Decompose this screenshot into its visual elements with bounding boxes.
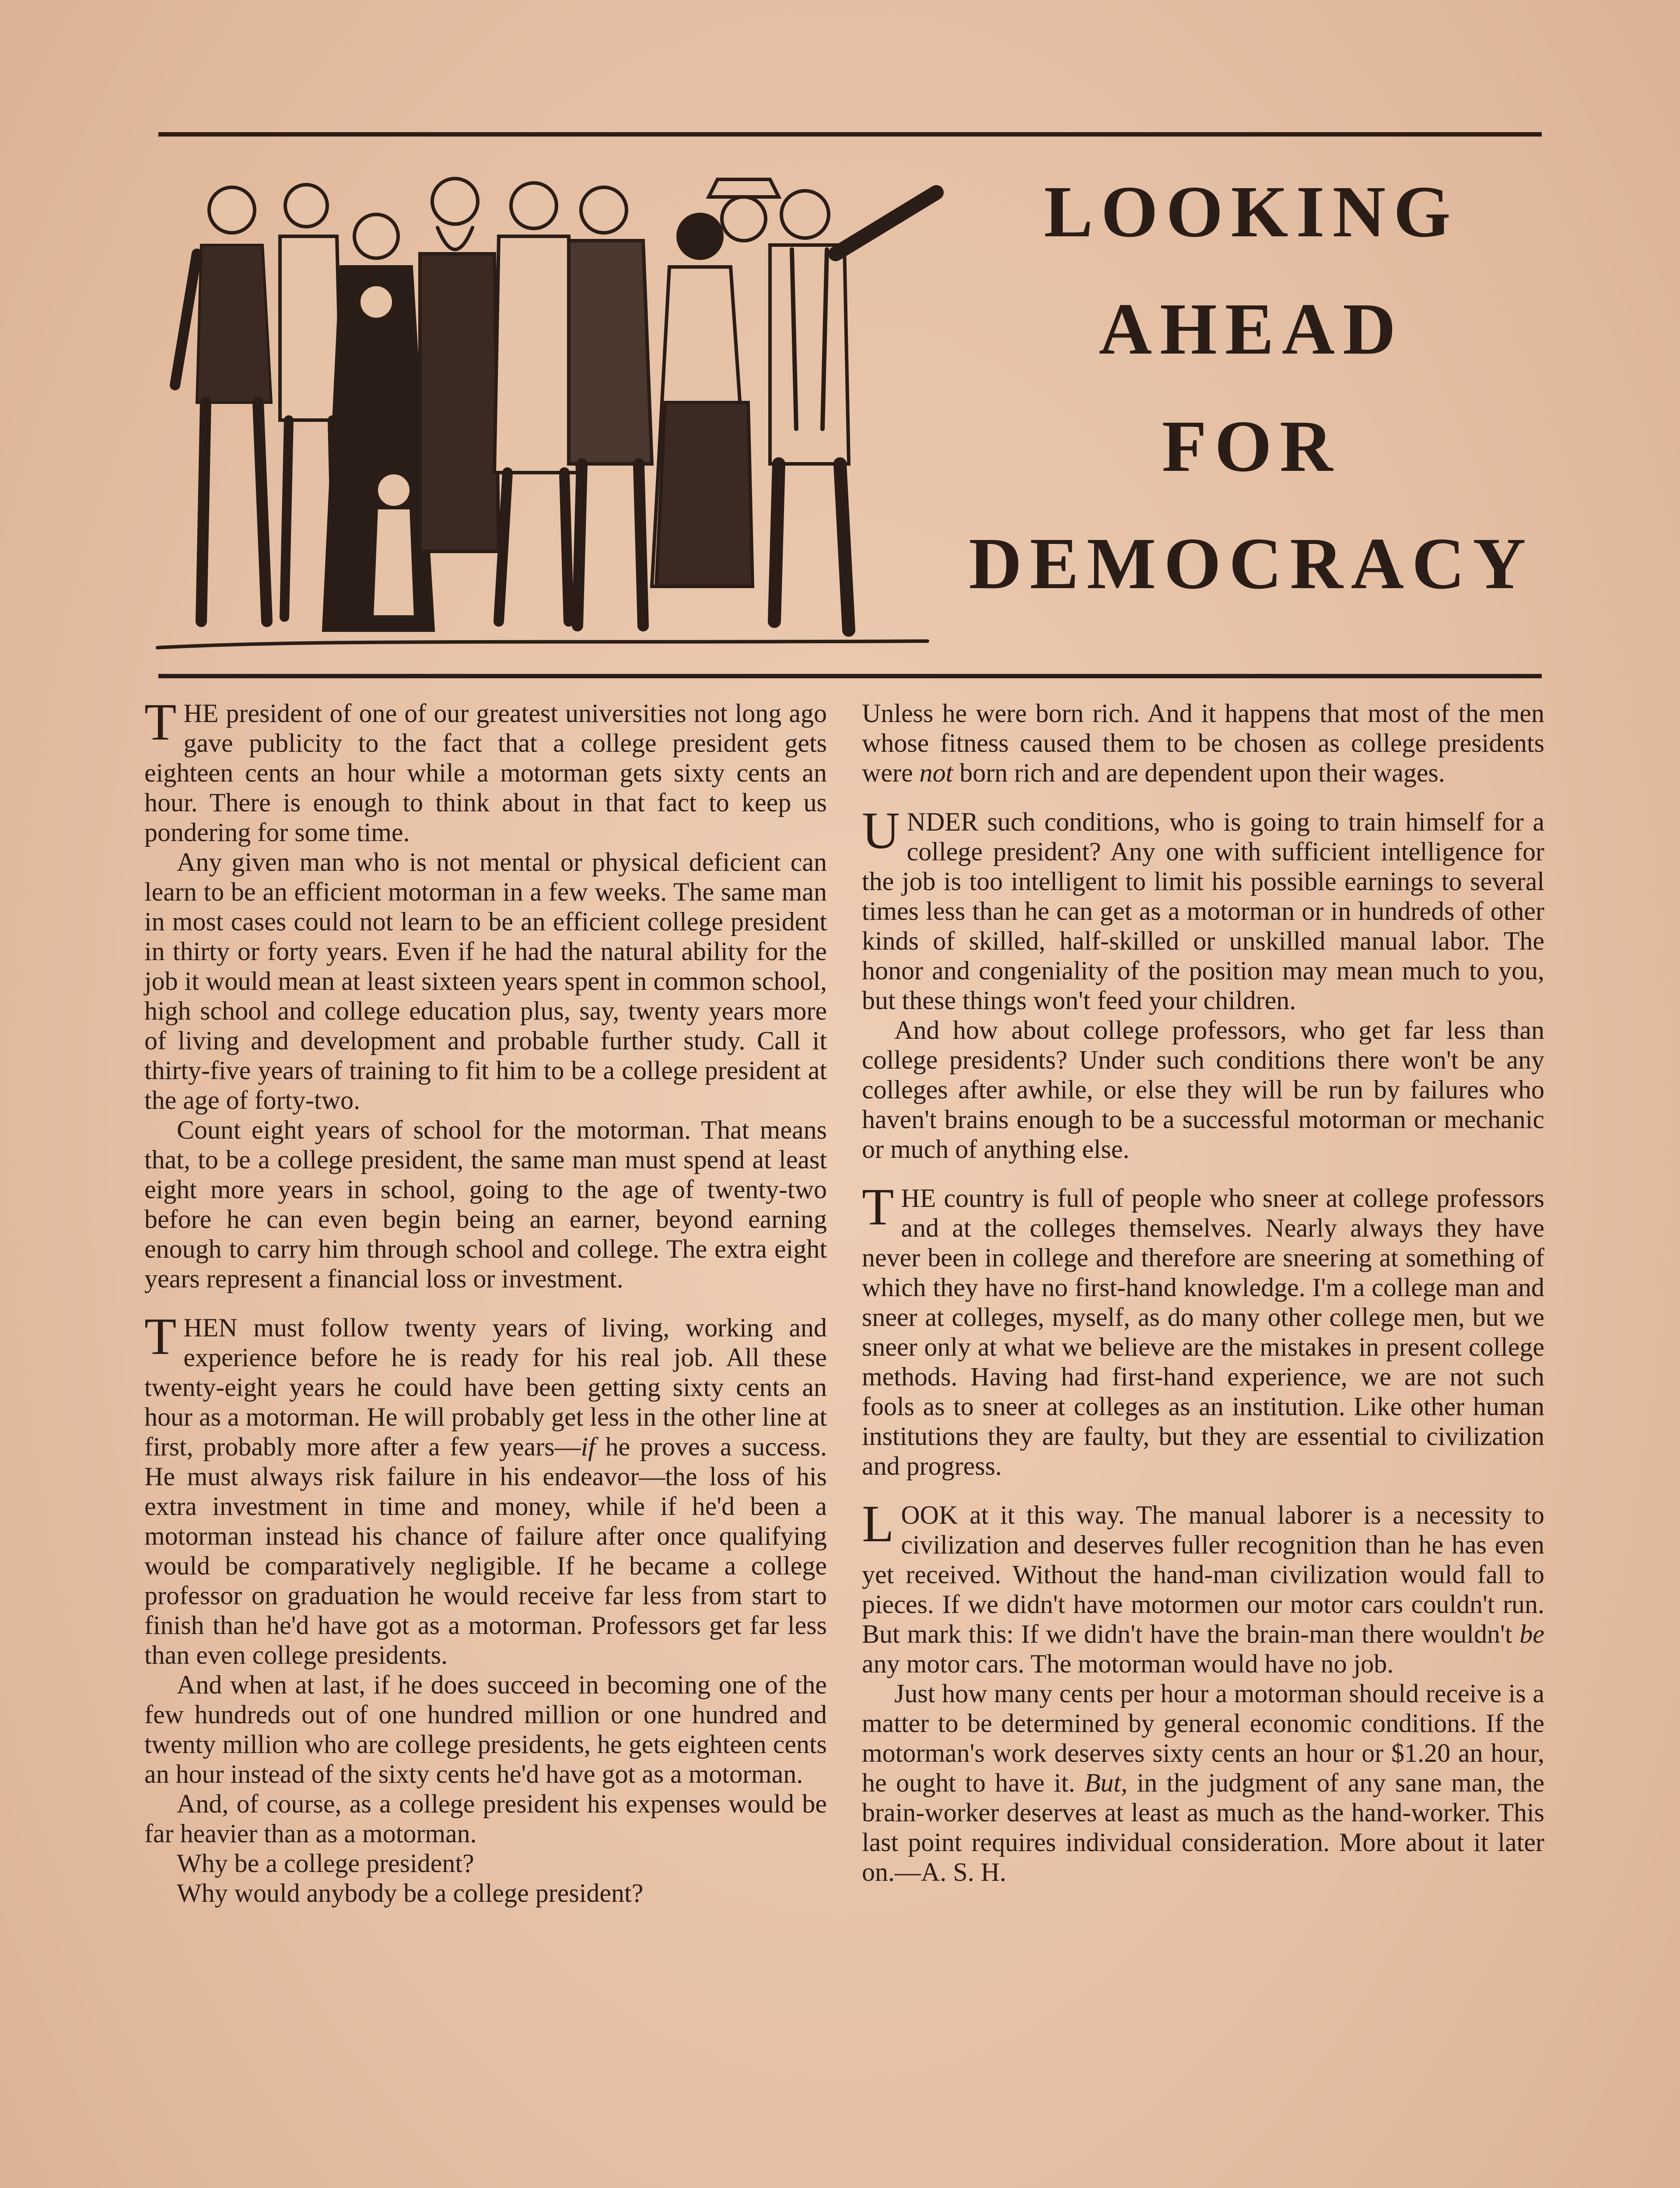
drop-cap: T [144, 693, 177, 751]
title-line-3: FOR [1162, 406, 1341, 487]
figure-man-vest [175, 187, 271, 621]
paragraph: Unless he were born rich. And it happens that most of the men whose fitness caused them to be chosen as college presidents were not born rich and are dependent upon their wages. [862, 699, 1544, 787]
paragraph: UNDER such conditions, who is going to train himself for a college president? Any one with sufficient intelligence for the job is too intelligent to limit his possible earnings to several times less than he can get as a motorman or in hundreds of other kinds of skilled, half-skilled or unskilled manual labor. The honor and congeniality of the position may mean much to you, but these things won't feed your children. [862, 801, 1544, 1015]
drop-cap: T [144, 1307, 177, 1365]
paragraph: LOOK at it this way. The manual laborer is a necessity to civilization and deserves fuller recognition than he has even yet received. Without the hand-man civilization would fall to pieces. If we didn't have motormen our motor cars couldn't run. But mark this: If we didn't have the brain-man there wouldn't be any motor cars. The motorman would have no job. [862, 1494, 1544, 1678]
paragraph: THEN must follow twenty years of living, working and experience before he is ready for his real job. All these twenty-eight years he could have been getting sixty cents an hour as a motorman. He will probably get less in the other line at first, probably more after a few years—if he proves a success. He must always risk failure in his endeavor—the loss of his extra investment in time and money, while if he'd been a motorman instead his chance of failure after once qualifying would be comparatively negligible. If he became a college professor on graduation he would receive far less from start to finish than he'd have got as a motorman. Professors get far less than even college presidents. [144, 1307, 827, 1669]
paragraph: And when at last, if he does succeed in becoming one of the few hundreds out of one hundred million or one hundred and twenty million who are college presidents, he gets eighteen cents an hour instead of the sixty cents he'd have got as a motorman. [144, 1670, 827, 1788]
paragraph: THE country is full of people who sneer at college professors and at the colleges themselves. Nearly always they have never been in college and therefore are sneering at something of which they have no first-hand knowledge. I'm a college man and sneer at colleges, myself, as do many other college men, but we sneer only at what we believe are the mistakes in present college methods. Having had first-hand experience, we are not such fools as to sneer at colleges as an institution. Like other human institutions they are faulty, but they are essential to civilization and progress. [862, 1178, 1544, 1480]
paragraph: Why would anybody be a college president? [177, 1879, 644, 1907]
paragraph: Count eight years of school for the motorman. That means that, to be a college president, the same man must spend at least eight more years in school, going to the age of twenty-two before he can even begin being an earner, beyond earning enough to carry him through school and college. The extra eight years represent a financial loss or investment. [144, 1115, 827, 1293]
figure-workman-apron [494, 183, 578, 621]
title-line-4: DEMOCRACY [969, 523, 1534, 604]
figure-woman-child [324, 214, 433, 630]
figure-bearded-man [420, 179, 499, 551]
drop-cap: U [862, 801, 900, 859]
title-line-2: AHEAD [1099, 288, 1404, 370]
right-column [862, 698, 1544, 1887]
paragraph: And, of course, as a college president his expenses would be far heavier than as a motorman. [144, 1789, 827, 1848]
drop-cap: T [862, 1178, 894, 1236]
figure-woman-apron [652, 214, 752, 586]
top-rule [158, 132, 1542, 137]
crowd-illustration [149, 158, 976, 665]
left-column [144, 693, 827, 1908]
paragraph: Just how many cents per hour a motorman should receive is a matter to be determined by general economic conditions. If the motorman's work deserves sixty cents an hour or $1.20 an hour, he ought to have it. But, in the judgment of any sane man, the brain-worker deserves at least as much as the hand-worker. This last point requires individual consideration. More about it later on.—A. S. H. [862, 1679, 1544, 1886]
figure-striped-coat [569, 187, 652, 626]
article-title [901, 171, 1601, 644]
drop-cap: L [862, 1494, 894, 1553]
paragraph: And how about college professors, who get far less than college presidents? Under such conditions there won't be any colleges after awhile, or else they will be run by failures who haven't brains enough to be a successful motorman or mechanic or much of anything else. [862, 1016, 1544, 1164]
title-rule [158, 674, 1542, 678]
title-line-1: LOOKING [1044, 171, 1459, 252]
paragraph: THE president of one of our greatest universities not long ago gave publicity to the fact that a college president gets eighteen cents an hour while a motorman gets sixty cents an hour. There is enough to think about in that fact to keep us pondering for some time. [144, 693, 827, 847]
paragraph: Why be a college president? [177, 1849, 474, 1878]
paragraph: Any given man who is not mental or physical deficient can learn to be an efficient motorman in a few weeks. The same man in most cases could not learn to be an efficient college president in thirty or forty years. Even if he had the natural ability for the job it would mean at least sixteen years spent in common school, high school and college education plus, say, twenty years more of living and development and probable further study. Call it thirty-five years of training to fit him to be a college president at the age of forty-two. [144, 848, 827, 1115]
